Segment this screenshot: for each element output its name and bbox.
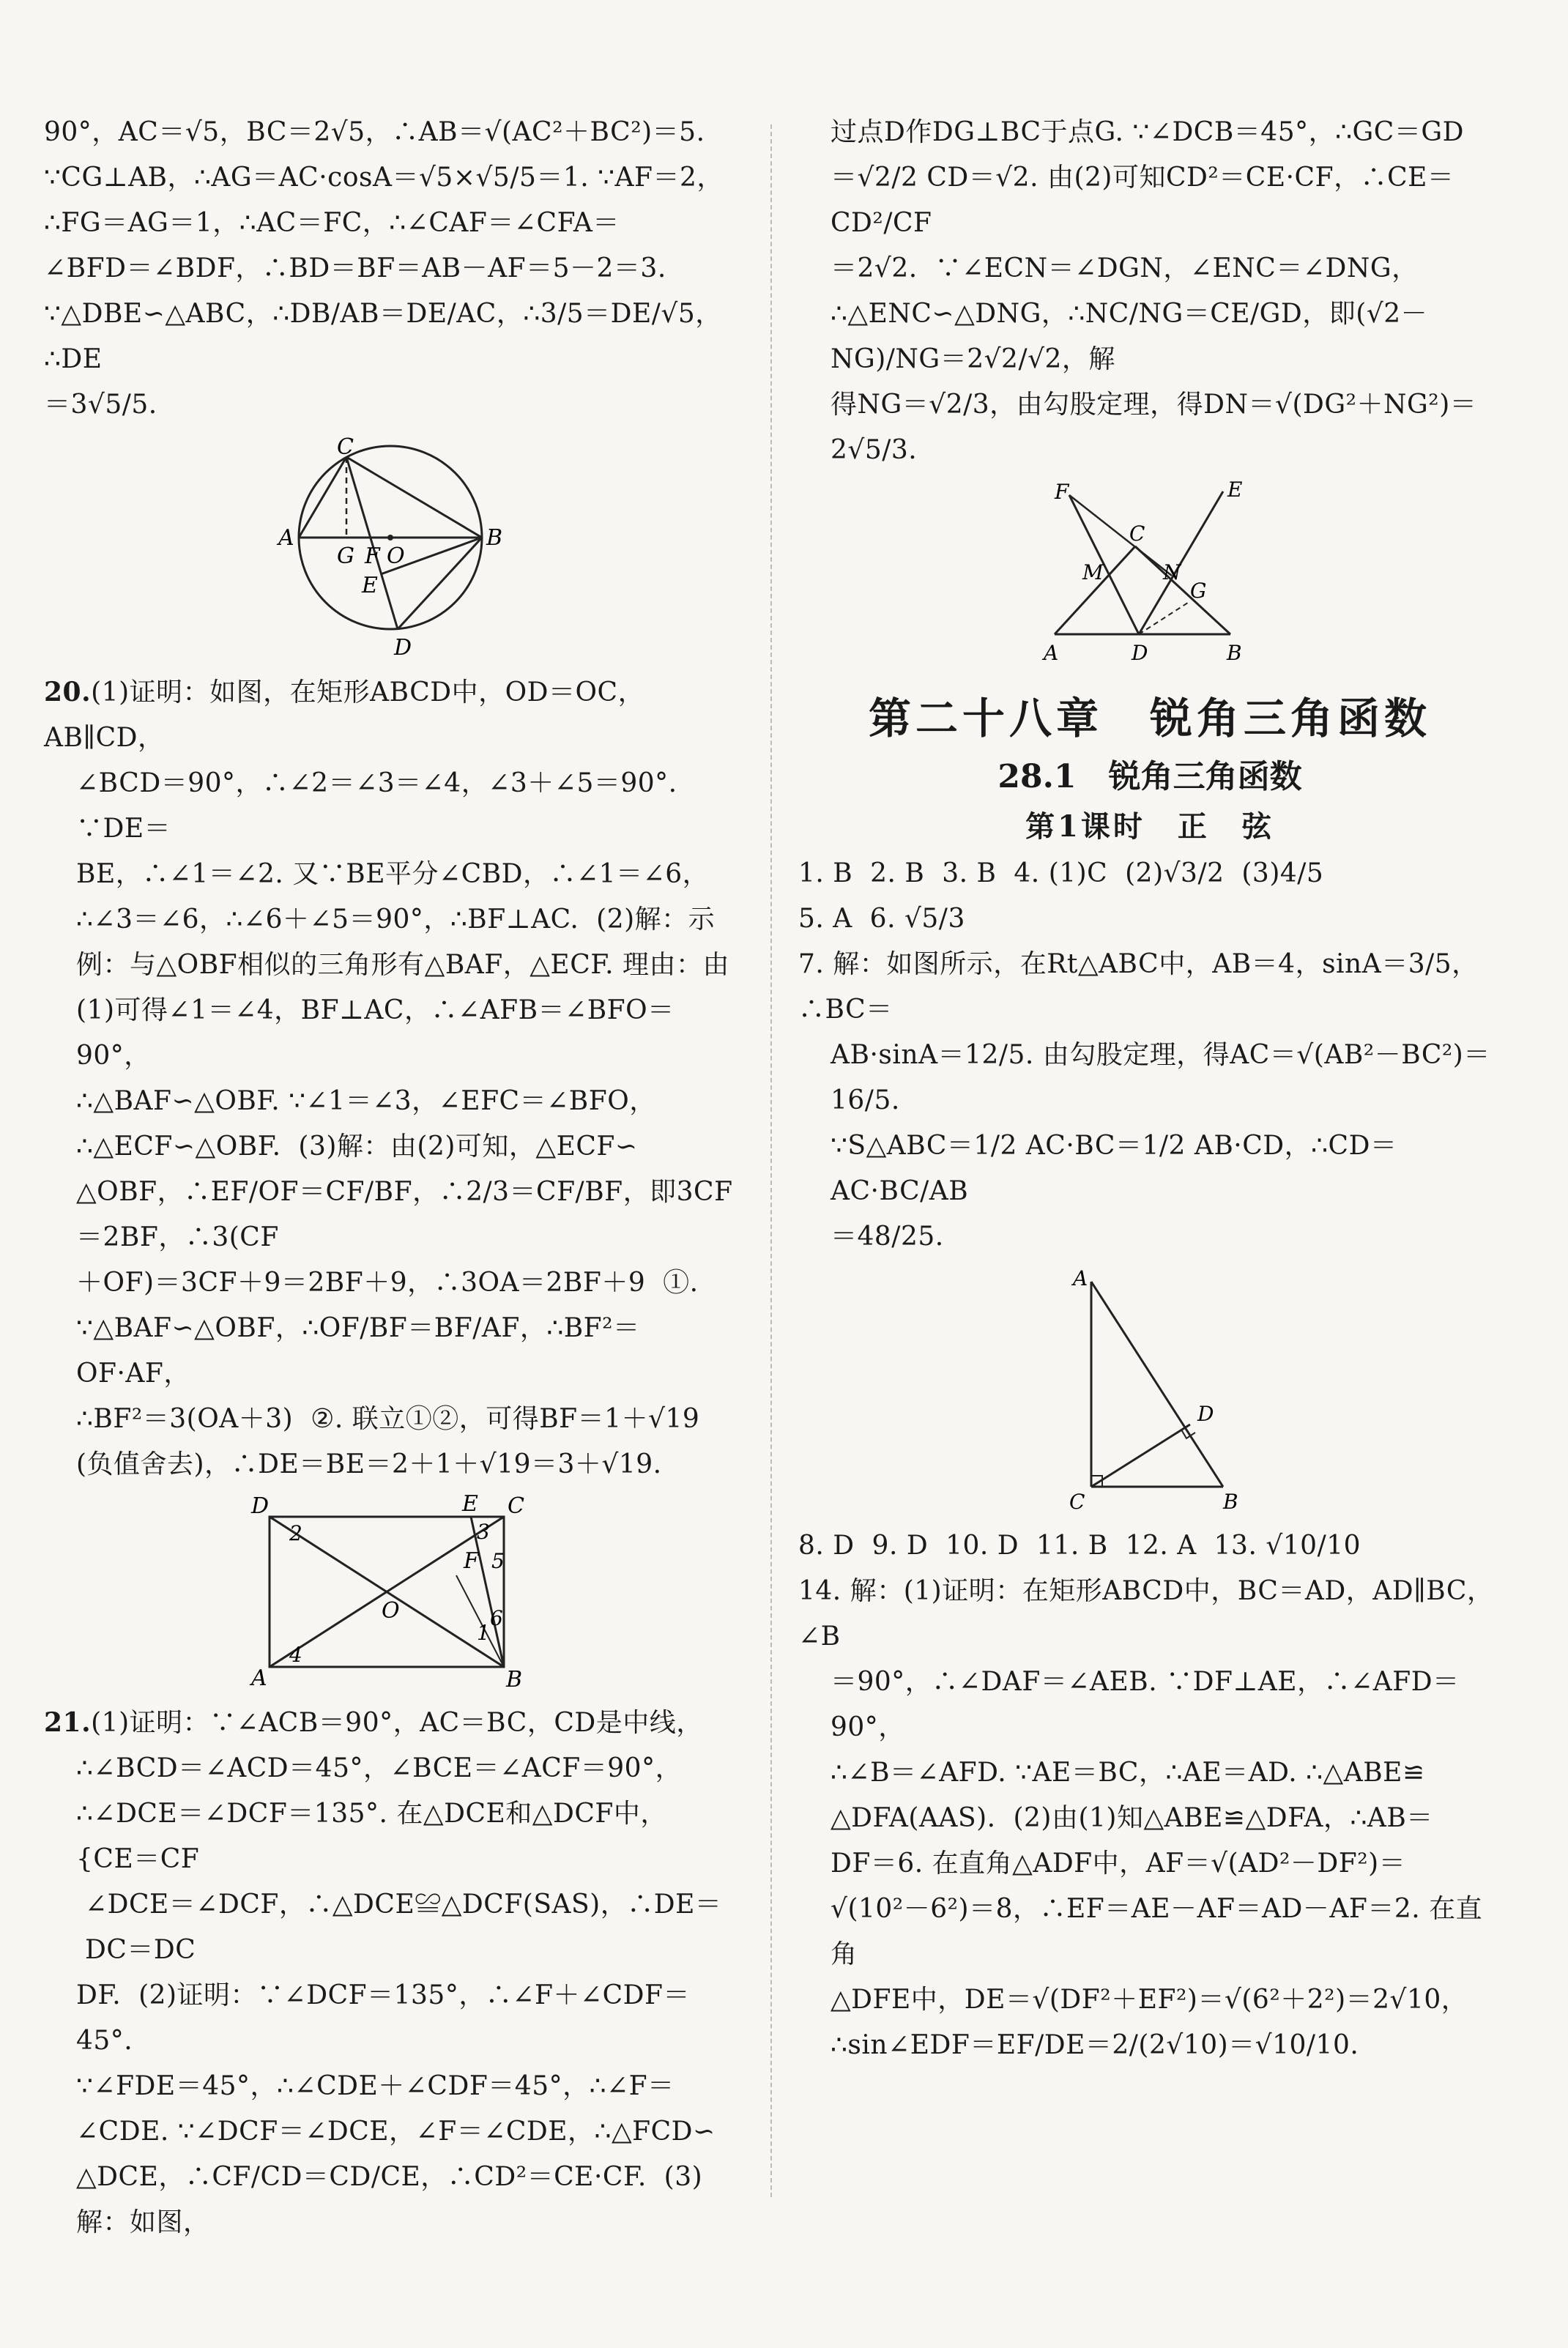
right-triangle-figure <box>1047 1267 1252 1516</box>
q14-line-3: ∴∠B＝∠AFD. ∵AE＝BC，∴AE＝AD. ∴△ABE≌ <box>831 1758 1425 1788</box>
fig1-label-C: C <box>336 435 354 460</box>
q21-line-9: ∠CDE. ∵∠DCF＝∠DCE，∠F＝∠CDE，∴△FCD∽ <box>76 2117 716 2147</box>
q14-line-7: △DFE中，DE＝√(DF²＋EF²)＝√(6²＋2²)＝2√10， <box>831 1985 1468 2015</box>
q21-line-4: {CE＝CF <box>76 1844 200 1874</box>
fig3-label-D: D <box>1132 641 1148 665</box>
q19-line-6: ＝3√5/5. <box>44 390 157 420</box>
q20-line-3: BE，∴∠1＝∠2. 又∵BE平分∠CBD，∴∠1＝∠6， <box>76 859 710 889</box>
q20-line-12: ∴BF²＝3(OA＋3) ②. 联立①②，可得BF＝1＋√19 <box>76 1404 700 1434</box>
q19-line-1: 90°，AC＝√5，BC＝2√5，∴AB＝√(AC²＋BC²)＝5. <box>44 117 705 147</box>
q20-line-6: (1)可得∠1＝∠4，BF⊥AC，∴∠AFB＝∠BFO＝90°， <box>76 995 675 1071</box>
fig2-label-2: 2 <box>289 1521 302 1545</box>
q7-line-4: ＝48/25. <box>831 1222 944 1252</box>
q14-line-5: DF＝6. 在直角△ADF中，AF＝√(AD²－DF²)＝ <box>831 1849 1406 1879</box>
lesson-title: 第1课时 正 弦 <box>1025 809 1274 844</box>
q21-number: 21. <box>44 1707 92 1738</box>
q14-line-6: √(10²－6²)＝8，∴EF＝AE－AF＝AD－AF＝2. 在直角 <box>831 1894 1483 1969</box>
q7-line-3: ∵S△ABC＝1/2 AC·BC＝1/2 AB·CD，∴CD＝AC·BC/AB <box>831 1131 1397 1206</box>
fig2-label-A: A <box>250 1665 267 1691</box>
fig2-label-3: 3 <box>476 1520 490 1544</box>
fig3-label-F: F <box>1055 480 1069 504</box>
fig2-label-O: O <box>381 1598 400 1624</box>
fig3-label-A: A <box>1044 641 1059 665</box>
triangle-figure <box>1040 480 1260 671</box>
fig4-label-C: C <box>1069 1490 1085 1514</box>
chapter-title: 第二十八章 锐角三角函数 <box>868 694 1431 743</box>
column-divider <box>770 125 772 2197</box>
q21-line-3: ∴∠DCE＝∠DCF＝135°. 在△DCE和△DCF中， <box>76 1799 667 1829</box>
q20-line-7: ∴△BAF∽△OBF. ∵∠1＝∠3，∠EFC＝∠BFO， <box>76 1086 656 1116</box>
fig1-label-D: D <box>393 635 412 661</box>
q19-line-5: ∵△DBE∽△ABC，∴DB/AB＝DE/AC，∴3/5＝DE/√5，∴DE <box>44 299 722 374</box>
fig2-label-D: D <box>250 1495 269 1519</box>
q21-line-1: 21.(1)证明：∵∠ACB＝90°，AC＝BC，CD是中线， <box>44 1707 703 1738</box>
right-column <box>798 110 1501 2068</box>
q21-line-6: DC＝DC <box>76 1935 196 1965</box>
q21-tail-line-4: ∴△ENC∽△DNG，∴NC/NG＝CE/GD，即(√2－NG)/NG＝2√2/√2，解 <box>831 299 1428 374</box>
answers-line-2: 5. A 6. √5/3 <box>798 904 965 934</box>
fig1-label-E: E <box>361 573 378 598</box>
q14-line-8: ∴sin∠EDF＝EF/DE＝2/(2√10)＝√10/10. <box>831 2030 1359 2060</box>
q14-line-4: △DFA(AAS). (2)由(1)知△ABE≌△DFA，∴AB＝ <box>831 1803 1433 1833</box>
q21-line-5: ∠DCE＝∠DCF，∴△DCE≌△DCF(SAS)，∴DE＝ <box>76 1890 722 1920</box>
fig2-label-F: F <box>463 1548 479 1574</box>
q20-line-13: (负值舍去)，∴DE＝BE＝2＋1＋√19＝3＋√19. <box>76 1449 662 1479</box>
fig2-label-6: 6 <box>489 1606 503 1630</box>
fig3-label-M: M <box>1082 560 1104 584</box>
section-title: 28.1 锐角三角函数 <box>997 758 1302 795</box>
q21-tail-line-2: ＝√2/2 CD＝√2. 由(2)可知CD²＝CE·CF，∴CE＝CD²/CF <box>831 163 1454 238</box>
fig3-label-E: E <box>1227 480 1243 502</box>
q20-line-8: ∴△ECF∽△OBF. (3)解：由(2)可知，△ECF∽ <box>76 1132 638 1162</box>
fig1-label-F: F <box>364 543 380 569</box>
fig4-label-B: B <box>1223 1490 1238 1514</box>
q21-line-7: DF. (2)证明：∵∠DCF＝135°，∴∠F＋∠CDF＝45°. <box>76 1980 691 2056</box>
fig2-label-5: 5 <box>491 1549 505 1573</box>
fig2-label-C: C <box>507 1495 524 1519</box>
q14-line-2: ＝90°，∴∠DAF＝∠AEB. ∵DF⊥AE，∴∠AFD＝90°， <box>831 1667 1460 1742</box>
q21-tail-line-1: 过点D作DG⊥BC于点G. ∵∠DCB＝45°，∴GC＝GD <box>831 117 1464 147</box>
q20-line-5: 例：与△OBF相似的三角形有△BAF，△ECF. 理由：由 <box>76 950 730 980</box>
q21-tail-line-5: 得NG＝√2/3，由勾股定理，得DN＝√(DG²＋NG²)＝2√5/3. <box>831 390 1477 465</box>
left-column <box>44 110 736 2245</box>
fig1-label-B: B <box>486 525 502 551</box>
fig4-label-A: A <box>1073 1267 1088 1290</box>
q21-line-10: △DCE，∴CF/CD＝CD/CE，∴CD²＝CE·CF. (3)解：如图， <box>76 2162 703 2237</box>
q19-line-2: ∵CG⊥AB，∴AG＝AC·cosA＝√5×√5/5＝1. ∵AF＝2， <box>44 163 724 193</box>
fig1-label-O: O <box>386 543 405 569</box>
q19-line-4: ∠BFD＝∠BDF，∴BD＝BF＝AB－AF＝5－2＝3. <box>44 253 666 283</box>
q20-number: 20. <box>44 677 92 707</box>
fig3-label-N: N <box>1163 560 1181 584</box>
fig2-label-4: 4 <box>289 1643 302 1667</box>
q19-line-3: ∴FG＝AG＝1，∴AC＝FC，∴∠CAF＝∠CFA＝ <box>44 208 620 238</box>
q21-line-2: ∴∠BCD＝∠ACD＝45°，∠BCE＝∠ACF＝90°， <box>76 1753 683 1783</box>
q21-tail-line-3: ＝2√2. ∵∠ECN＝∠DGN，∠ENC＝∠DNG， <box>831 253 1419 283</box>
answers-line-1: 1. B 2. B 3. B 4. (1)C (2)√3/2 (3)4/5 <box>798 858 1324 888</box>
fig4-label-D: D <box>1197 1402 1214 1426</box>
fig1-label-A: A <box>278 525 294 551</box>
q20-line-4: ∴∠3＝∠6，∴∠6＋∠5＝90°，∴BF⊥AC. (2)解：示 <box>76 904 716 935</box>
answers-line-3: 8. D 9. D 10. D 11. B 12. A 13. √10/10 <box>798 1531 1361 1561</box>
q7-line-1: 7. 解：如图所示，在Rt△ABC中，AB＝4，sinA＝3/5，∴BC＝ <box>798 949 1479 1025</box>
rectangle-figure <box>244 1495 537 1693</box>
q20-line-2: ∠BCD＝90°，∴∠2＝∠3＝∠4，∠3＋∠5＝90°. ∵DE＝ <box>76 768 686 844</box>
q14-line-1: 14. 解：(1)证明：在矩形ABCD中，BC＝AD，AD∥BC，∠B <box>798 1576 1494 1652</box>
fig1-label-G: G <box>336 543 354 569</box>
q21-line-8: ∵∠FDE＝45°，∴∠CDE＋∠CDF＝45°，∴∠F＝ <box>76 2071 675 2101</box>
q20-line-10: ＋OF)＝3CF＋9＝2BF＋9，∴3OA＝2BF＋9 ①. <box>76 1268 699 1298</box>
fig3-label-G: G <box>1190 579 1207 603</box>
circle-figure <box>270 435 511 662</box>
q20-line-9: △OBF，∴EF/OF＝CF/BF，∴2/3＝CF/BF，即3CF＝2BF，∴3(CF <box>76 1177 733 1252</box>
fig3-label-B: B <box>1227 641 1242 665</box>
q20-line-1: 20.(1)证明：如图，在矩形ABCD中，OD＝OC，AB∥CD， <box>44 677 645 753</box>
q7-line-2: AB·sinA＝12/5. 由勾股定理，得AC＝√(AB²－BC²)＝16/5. <box>831 1040 1490 1115</box>
fig2-label-E: E <box>461 1495 478 1517</box>
fig2-label-1: 1 <box>476 1621 490 1645</box>
fig3-label-C: C <box>1129 521 1145 546</box>
fig2-label-B: B <box>505 1667 522 1693</box>
q20-line-11: ∵△BAF∽△OBF，∴OF/BF＝BF/AF，∴BF²＝OF·AF， <box>76 1313 640 1389</box>
